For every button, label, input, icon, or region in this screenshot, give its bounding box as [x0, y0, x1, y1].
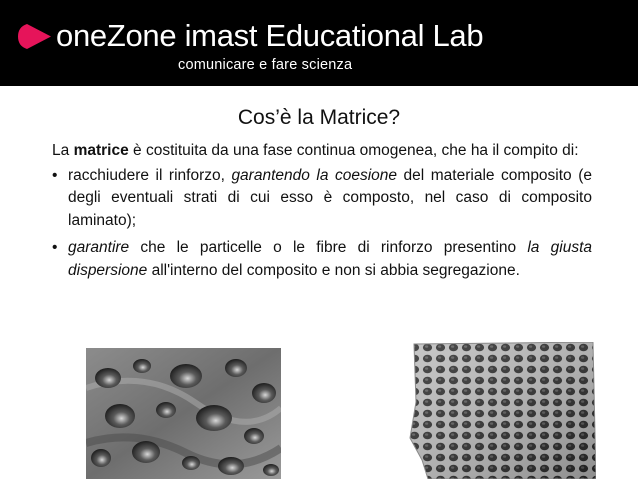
intro-paragraph — [52, 140, 592, 163]
bullet-item-2 — [52, 237, 592, 282]
bullet-2-text-b: all'interno del composito e non si abbia segregazione. — [147, 261, 520, 279]
intro-text: è costituita da una fase continua omogenea, che ha il compito di: — [128, 142, 579, 159]
bullet-item-1 — [52, 165, 592, 233]
bullet-2-emphasis-b: la giusta dispersione — [68, 239, 592, 279]
bullet-1-text-a: racchiudere il rinforzo, — [68, 166, 232, 184]
bullet-marker: • — [52, 166, 58, 184]
sem-micrograph-left — [86, 348, 281, 479]
onezone-logo-icon — [18, 23, 52, 50]
brand-tagline: comunicare e fare scienza — [178, 57, 353, 73]
sem-micrograph-porous-matrix-icon — [86, 348, 281, 479]
header-banner — [0, 0, 638, 86]
sem-micrograph-foam-structure-icon — [408, 342, 596, 479]
term-matrice: matrice — [73, 142, 129, 159]
slide-title: Cos’è la Matrice? — [237, 106, 401, 129]
bullet-1-text-b: del materiale composito (e degli eventuali strati di cui esso è composto, nel caso di composito laminato); — [68, 166, 592, 229]
bullet-2-emphasis-a: garantire — [68, 239, 130, 256]
bullet-1-emphasis: garantendo la coesione — [231, 166, 398, 184]
bullet-2-text-a: che le particelle o le fibre di rinforzo presentino — [129, 239, 528, 256]
slide-body — [52, 140, 592, 282]
bullet-marker: • — [52, 239, 58, 256]
brand-name: oneZone imast Educational Lab — [56, 18, 484, 53]
intro-prefix: La — [52, 142, 74, 159]
sem-micrograph-right — [408, 342, 596, 479]
